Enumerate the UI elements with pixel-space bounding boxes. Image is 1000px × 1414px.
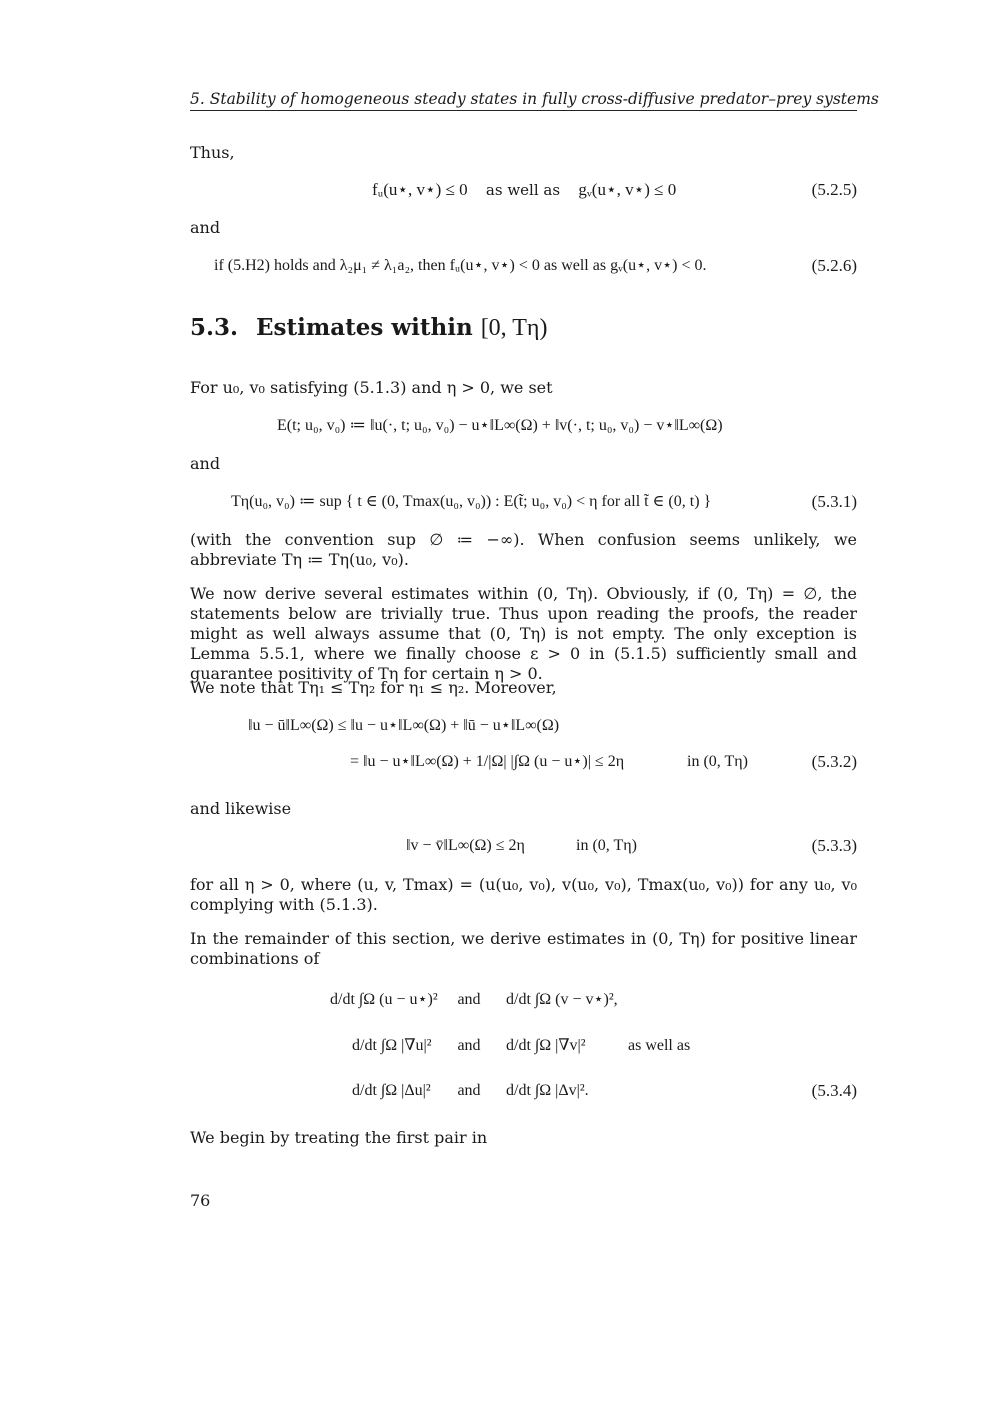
paragraph-note: We note that Tη₁ ≤ Tη₂ for η₁ ≤ η₂. Moreover,	[190, 678, 557, 697]
paragraph-convention: (with the convention sup ∅ ≔ −∞). When confusion seems unlikely, we abbreviate Tη ≔ Tη(u₀, v₀).	[190, 530, 857, 569]
eq-5-3-4-row-1-left: d/dt ∫Ω (u − u⋆)²	[330, 991, 438, 1008]
eq-5-2-5-connector: as well as	[485, 181, 561, 199]
eq-5-2-5-lhs: fᵤ(u⋆, v⋆) ≤ 0	[372, 180, 468, 199]
section-title: Estimates within	[256, 314, 473, 341]
section-title-math: [0, Tη)	[480, 315, 548, 341]
eq-number-5-2-6: (5.2.6)	[811, 256, 857, 275]
eq-number-5-3-4: (5.3.4)	[811, 1081, 857, 1100]
equation-5-2-6: if (5.H2) holds and λ₂μ₁ ≠ λ₁a₂, then fᵤ(u⋆, v⋆) < 0 as well as gᵥ(u⋆, v⋆) < 0.	[214, 257, 707, 274]
header-rule	[190, 110, 857, 111]
eq-number-5-3-3: (5.3.3)	[811, 836, 857, 855]
eq-5-3-4-row-3-right: d/dt ∫Ω |Δv|².	[506, 1082, 589, 1099]
paragraph-thus: Thus,	[190, 143, 235, 162]
eq-5-2-5-rhs: gᵥ(u⋆, v⋆) ≤ 0	[578, 180, 677, 199]
eq-number-5-2-5: (5.2.5)	[811, 180, 857, 199]
equation-5-3-2-line-1: ‖u − ū‖L∞(Ω) ≤ ‖u − u⋆‖L∞(Ω) + ‖ū − u⋆‖L∞(Ω)	[248, 717, 560, 734]
eq-5-3-4-row-2-left: d/dt ∫Ω |∇u|²	[352, 1037, 432, 1054]
paragraph-for-u0: For u₀, v₀ satisfying (5.1.3) and η > 0, we set	[190, 378, 553, 397]
equation-5-3-2-line-2: = ‖u − u⋆‖L∞(Ω) + 1/|Ω| |∫Ω (u − u⋆)| ≤ 2η	[350, 753, 625, 770]
equation-5-3-4-row-3	[352, 1081, 616, 1101]
paragraph-begin: We begin by treating the first pair in	[190, 1128, 488, 1147]
eq-5-3-4-row-2-tail: as well as	[628, 1037, 691, 1054]
equation-5-3-2-domain: in (0, Tη)	[687, 753, 748, 770]
paragraph-and-2: and	[190, 454, 221, 473]
eq-5-3-4-row-3-conj: and	[457, 1082, 481, 1099]
section-heading	[190, 314, 548, 341]
eq-5-3-4-row-1-conj: and	[457, 991, 481, 1008]
section-number: 5.3.	[190, 314, 239, 341]
paragraph-likewise: and likewise	[190, 799, 292, 818]
page-number: 76	[190, 1191, 211, 1210]
eq-number-5-3-2: (5.3.2)	[811, 752, 857, 771]
equation-5-3-3: ‖v − v̄‖L∞(Ω) ≤ 2η	[406, 837, 525, 854]
equation-5-3-3-domain: in (0, Tη)	[576, 837, 637, 854]
paragraph-remainder: In the remainder of this section, we derive estimates in (0, Tη) for positive linear combinations of	[190, 929, 857, 968]
eq-5-3-4-row-3-left: d/dt ∫Ω |Δu|²	[352, 1082, 431, 1099]
eq-5-3-4-row-2-conj: and	[457, 1037, 481, 1054]
eq-5-3-4-row-2-right: d/dt ∫Ω |∇v|²	[506, 1037, 586, 1054]
equation-5-3-4-row-1	[330, 990, 636, 1010]
paragraph-derive: We now derive several estimates within (0, Tη). Obviously, if (0, Tη) = ∅, the statements below are trivially true. Thus upon reading the proofs, the reader might as well always assume that (0, Tη) is not empty. The only exception is Lemma 5.5.1, where we finally choose ε > 0 in (5.1.5) sufficiently small and guarantee positivity of Tη for certain η > 0.	[190, 584, 857, 683]
equation-5-2-5	[372, 180, 676, 200]
paragraph-forall: for all η > 0, where (u, v, Tmax) = (u(u₀, v₀), v(u₀, v₀), Tmax(u₀, v₀)) for any u₀, v₀ complying with (5.1.3).	[190, 875, 857, 914]
paragraph-and-1: and	[190, 218, 221, 237]
equation-5-3-1: Tη(u₀, v₀) ≔ sup { t ∈ (0, Tmax(u₀, v₀)) : E(t̃; u₀, v₀) < η for all t̃ ∈ (0, t) }	[231, 493, 712, 510]
eq-5-3-4-row-1-right: d/dt ∫Ω (v − v⋆)²,	[506, 991, 618, 1008]
running-header: 5. Stability of homogeneous steady states in fully cross-diffusive predator–prey systems	[190, 90, 879, 108]
eq-number-5-3-1: (5.3.1)	[811, 492, 857, 511]
equation-5-3-4-row-2	[352, 1036, 690, 1056]
equation-E-definition: E(t; u₀, v₀) ≔ ‖u(·, t; u₀, v₀) − u⋆‖L∞(Ω) + ‖v(·, t; u₀, v₀) − v⋆‖L∞(Ω)	[277, 417, 723, 434]
